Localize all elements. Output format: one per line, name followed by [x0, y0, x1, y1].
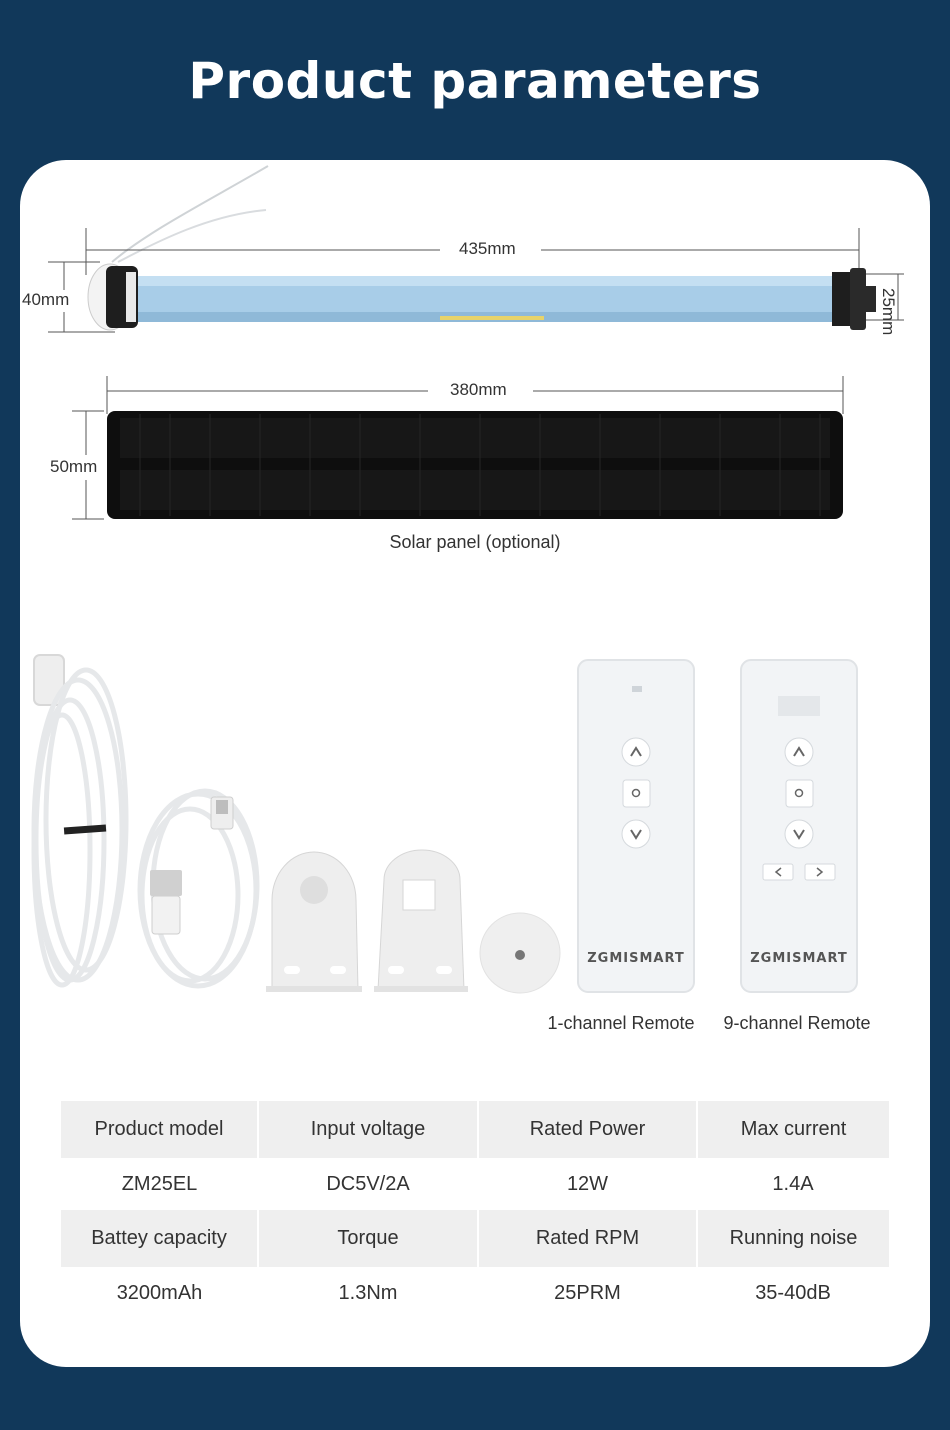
- square-bracket: [374, 850, 468, 992]
- spec-header-cell: Product model: [61, 1101, 258, 1158]
- spec-value-cell: DC5V/2A: [258, 1158, 478, 1210]
- spec-header-cell: Rated RPM: [478, 1210, 697, 1267]
- solar-width-label: 380mm: [450, 380, 507, 399]
- remote-1-brand: ZGMISMART: [587, 951, 685, 966]
- spec-table: [61, 1101, 889, 1319]
- page-title: Product parameters: [188, 52, 762, 110]
- spec-header-cell: Input voltage: [258, 1101, 478, 1158]
- solar-height-label: 50mm: [50, 457, 98, 476]
- spec-value-cell: 25PRM: [478, 1267, 697, 1319]
- spec-header-cell: Rated Power: [478, 1101, 697, 1158]
- remote-1-caption: 1-channel Remote: [547, 1013, 695, 1033]
- spec-value-row: [61, 1267, 889, 1319]
- spec-value-cell: 1.3Nm: [258, 1267, 478, 1319]
- spec-value-cell: 3200mAh: [61, 1267, 258, 1319]
- motor-length-label: 435mm: [459, 239, 516, 258]
- spec-header-cell: Running noise: [697, 1210, 889, 1267]
- spec-value-cell: 12W: [478, 1158, 697, 1210]
- motor-end-label: 25mm: [879, 288, 898, 336]
- spec-value-cell: ZM25EL: [61, 1158, 258, 1210]
- remote-9-channel: [741, 660, 857, 992]
- spec-value-cell: 35-40dB: [697, 1267, 889, 1319]
- round-bracket: [266, 852, 362, 992]
- remote-1-channel: [578, 660, 694, 992]
- end-cap: [480, 913, 560, 993]
- spec-value-cell: 1.4A: [697, 1158, 889, 1210]
- spec-header-cell: Battey capacity: [61, 1210, 258, 1267]
- spec-header-row: [61, 1210, 889, 1267]
- spec-header-cell: Max current: [697, 1101, 889, 1158]
- usb-cable-coiled: [34, 655, 126, 985]
- motor-diameter-label: 40mm: [22, 290, 70, 309]
- remote-9-brand: ZGMISMART: [750, 951, 848, 966]
- spec-value-row: [61, 1158, 889, 1210]
- spec-header-cell: Torque: [258, 1210, 478, 1267]
- spec-header-row: [61, 1101, 889, 1158]
- solar-panel-caption: Solar panel (optional): [389, 532, 561, 552]
- remote-9-caption: 9-channel Remote: [723, 1013, 871, 1033]
